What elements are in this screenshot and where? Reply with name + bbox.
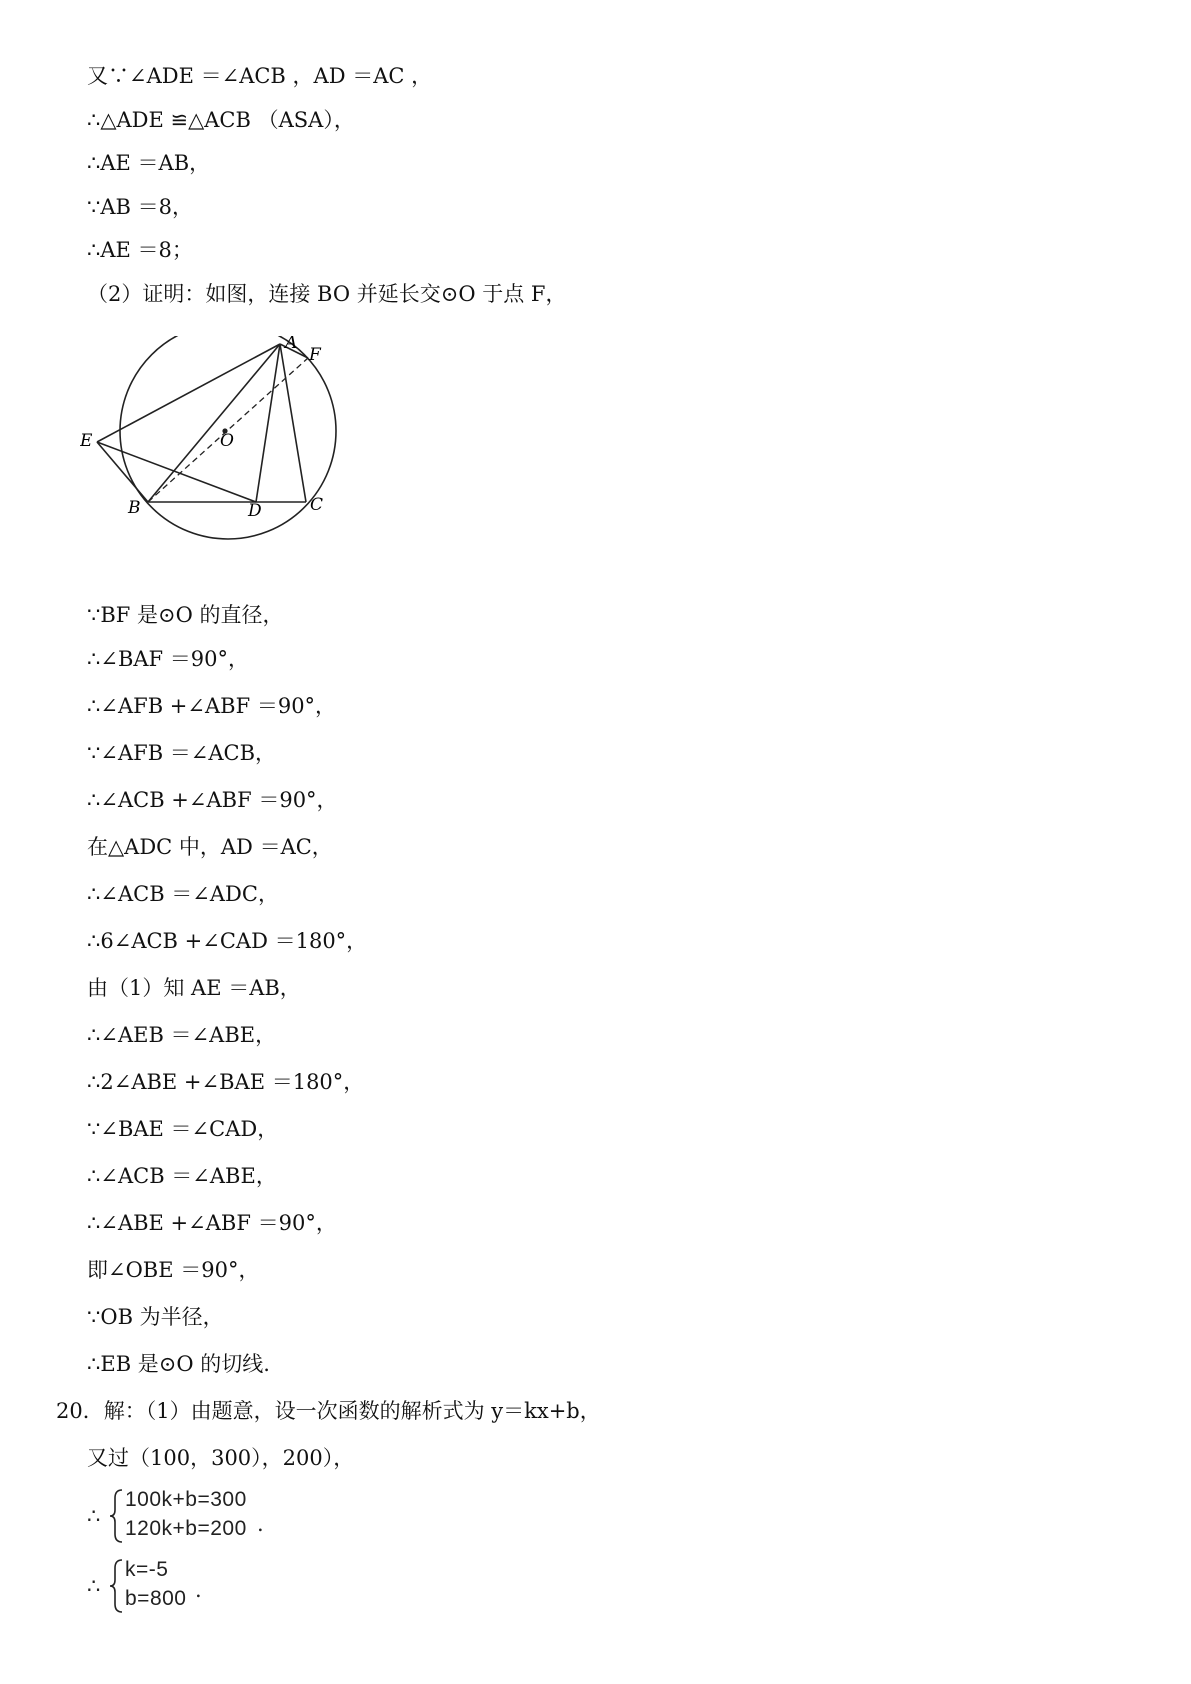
label-b: B bbox=[128, 498, 141, 518]
text-line-14: ∴6∠ACB +∠CAD ＝180°， bbox=[87, 929, 368, 953]
text-line-9: ∴∠AFB +∠ABF ＝90°， bbox=[87, 694, 337, 718]
left-brace-icon bbox=[109, 1558, 125, 1614]
text-line-8: ∴∠BAF ＝90°， bbox=[87, 647, 250, 671]
period: . bbox=[257, 1512, 264, 1536]
geometry-figure bbox=[80, 336, 370, 566]
text-line-7: ∵BF 是⊙O 的直径， bbox=[87, 603, 284, 627]
text-line-5: ∴AE ＝8； bbox=[87, 238, 193, 262]
text-line-21: 即∠OBE ＝90°， bbox=[87, 1258, 260, 1282]
question-20-heading: 20．解：（1）由题意，设一次函数的解析式为 y＝kx+b， bbox=[56, 1399, 601, 1423]
therefore-symbol: ∴ bbox=[87, 1504, 101, 1528]
label-o: O bbox=[220, 431, 234, 451]
label-a: A bbox=[285, 336, 298, 353]
text-line-1: 又∵∠ADE ＝∠ACB ，AD ＝AC ， bbox=[87, 64, 433, 88]
text-line-25: 又过（100，300），200）， bbox=[87, 1446, 355, 1470]
text-line-22: ∵OB 为半径， bbox=[87, 1305, 224, 1329]
equation-k: k=-5 bbox=[125, 1558, 169, 1581]
text-line-15: 由（1）知 AE ＝AB， bbox=[87, 976, 301, 1000]
segment-bf-dashed bbox=[148, 358, 308, 502]
label-d: D bbox=[248, 501, 262, 521]
equation-system-1 bbox=[87, 1488, 327, 1546]
period: . bbox=[195, 1578, 202, 1602]
equation-1: 100k+b=300 bbox=[125, 1488, 247, 1511]
segment-ac bbox=[280, 344, 306, 502]
therefore-symbol: ∴ bbox=[87, 1574, 101, 1598]
equation-2: 120k+b=200 bbox=[125, 1517, 247, 1540]
text-line-13: ∴∠ACB ＝∠ADC， bbox=[87, 882, 279, 906]
text-line-16: ∴∠AEB ＝∠ABE， bbox=[87, 1023, 277, 1047]
text-line-23: ∴EB 是⊙O 的切线. bbox=[87, 1352, 270, 1376]
text-line-4: ∵AB ＝8， bbox=[87, 195, 193, 219]
label-c: C bbox=[310, 495, 324, 515]
segment-ae bbox=[97, 344, 280, 442]
text-line-2: ∴△ADE ≌△ACB （ASA）， bbox=[87, 108, 355, 132]
label-e: E bbox=[80, 431, 93, 451]
text-line-3: ∴AE ＝AB， bbox=[87, 151, 211, 175]
text-line-11: ∴∠ACB +∠ABF ＝90°， bbox=[87, 788, 338, 812]
left-brace-icon bbox=[109, 1488, 125, 1544]
label-f: F bbox=[309, 345, 321, 365]
text-line-12: 在△ADC 中，AD ＝AC， bbox=[87, 835, 333, 859]
equation-system-2 bbox=[87, 1558, 287, 1616]
text-line-20: ∴∠ABE +∠ABF ＝90°， bbox=[87, 1211, 337, 1235]
equation-b: b=800 bbox=[125, 1587, 187, 1610]
text-line-19: ∴∠ACB ＝∠ABE， bbox=[87, 1164, 277, 1188]
text-line-10: ∵∠AFB ＝∠ACB， bbox=[87, 741, 277, 765]
segment-ed bbox=[97, 442, 256, 502]
text-line-17: ∴2∠ABE +∠BAE ＝180°， bbox=[87, 1070, 365, 1094]
text-line-6: （2）证明：如图，连接 BO 并延长交⊙O 于点 F， bbox=[87, 282, 567, 306]
text-line-18: ∵∠BAE ＝∠CAD， bbox=[87, 1117, 279, 1141]
